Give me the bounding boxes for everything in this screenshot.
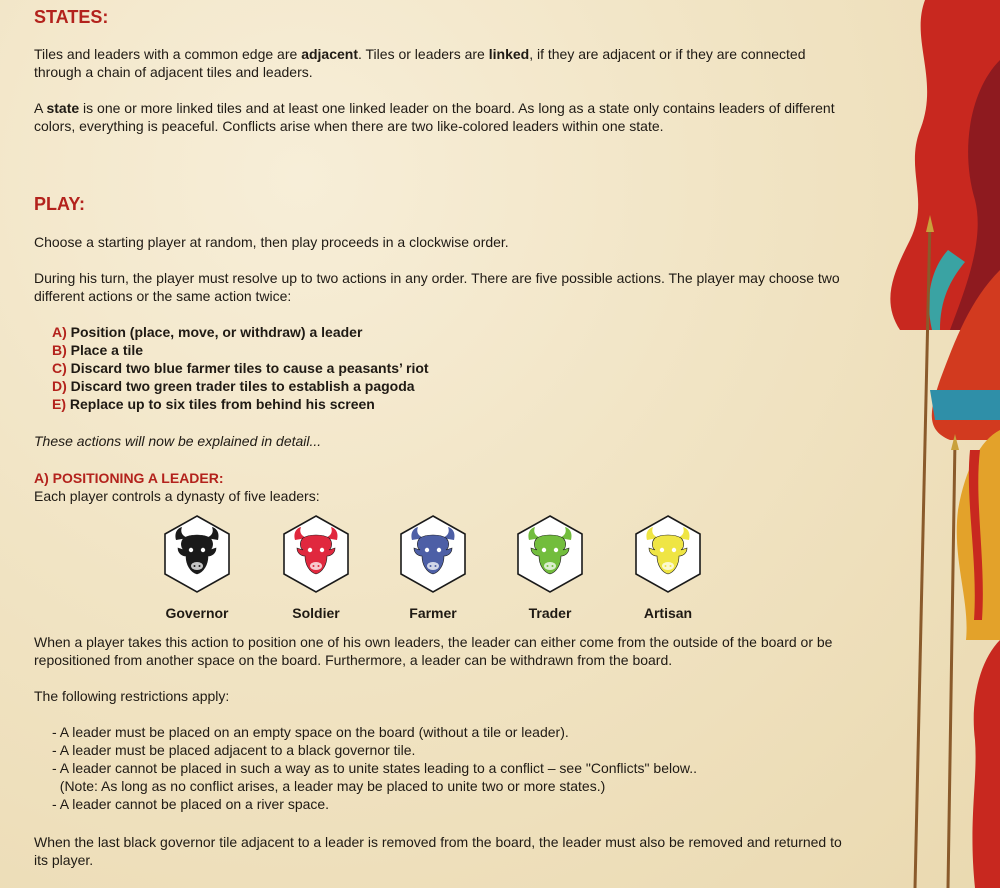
bull-head-icon (515, 514, 585, 594)
action-item-d: D) Discard two green trader tiles to establish a pagoda (52, 378, 415, 394)
bull-head-icon (633, 514, 703, 594)
leader-label: Governor (165, 605, 229, 621)
states-heading: STATES: (34, 7, 109, 27)
play-paragraph-turn: During his turn, the player must resolve up to two actions in any order. There are five possible actions. The player may choose two different actions or the same action twice: (34, 270, 840, 304)
restriction-item: - A leader cannot be placed on a river space. (52, 796, 330, 812)
action-item-b: B) Place a tile (52, 342, 144, 358)
action-item-e: E) Replace up to six tiles from behind his screen (52, 396, 375, 412)
positioning-paragraph-removal: When the last black governor tile adjacent to a leader is removed from the board, the leader must also be removed and returned to its player. (34, 834, 842, 868)
restriction-item: - A leader must be placed on an empty space on the board (without a tile or leader). (52, 724, 569, 740)
decorative-banners-illustration (870, 0, 1000, 888)
leader-token-artisan (598, 514, 738, 621)
leader-label: Artisan (643, 605, 693, 621)
restriction-item: - A leader must be placed adjacent to a black governor tile. (52, 742, 416, 758)
play-heading: PLAY: (34, 194, 86, 214)
positioning-paragraph-action: When a player takes this action to position one of his own leaders, the leader can either come from the outside of the board or be repositioned from another space on the board. Furthermore, a leader can be withdrawn from the board. (34, 634, 833, 668)
leader-label: Farmer (409, 605, 457, 621)
positioning-intro: Each player controls a dynasty of five leaders: (34, 488, 320, 504)
restriction-item: - A leader cannot be placed in such a way as to unite states leading to a conflict – see "Conflicts" below.. (52, 760, 697, 776)
states-paragraph-adjacent: Tiles and leaders with a common edge are adjacent. Tiles or leaders are linked, if they are adjacent or if they are connected through a chain of adjacent tiles and leaders. (34, 46, 806, 80)
action-item-a: A) Position (place, move, or withdraw) a leader (52, 324, 363, 340)
positioning-heading: A) POSITIONING A LEADER: (34, 470, 224, 486)
action-item-c: C) Discard two blue farmer tiles to cause a peasants’ riot (52, 360, 429, 376)
states-paragraph-state: A state is one or more linked tiles and at least one linked leader on the board. As long as a state only contains leaders of different colors, everything is peaceful. Conflicts arise when there are two like-colored leaders within one state. (34, 100, 835, 134)
play-paragraph-start: Choose a starting player at random, then play proceeds in a clockwise order. (34, 234, 509, 250)
bull-head-icon (162, 514, 232, 594)
restriction-note: (Note: As long as no conflict arises, a leader may be placed to unite two or more states.) (52, 778, 606, 794)
restrictions-intro: The following restrictions apply: (34, 688, 230, 704)
actions-note: These actions will now be explained in detail... (34, 433, 322, 449)
leader-label: Soldier (292, 605, 340, 621)
bull-head-icon (281, 514, 351, 594)
bull-head-icon (398, 514, 468, 594)
leader-label: Trader (528, 605, 572, 621)
